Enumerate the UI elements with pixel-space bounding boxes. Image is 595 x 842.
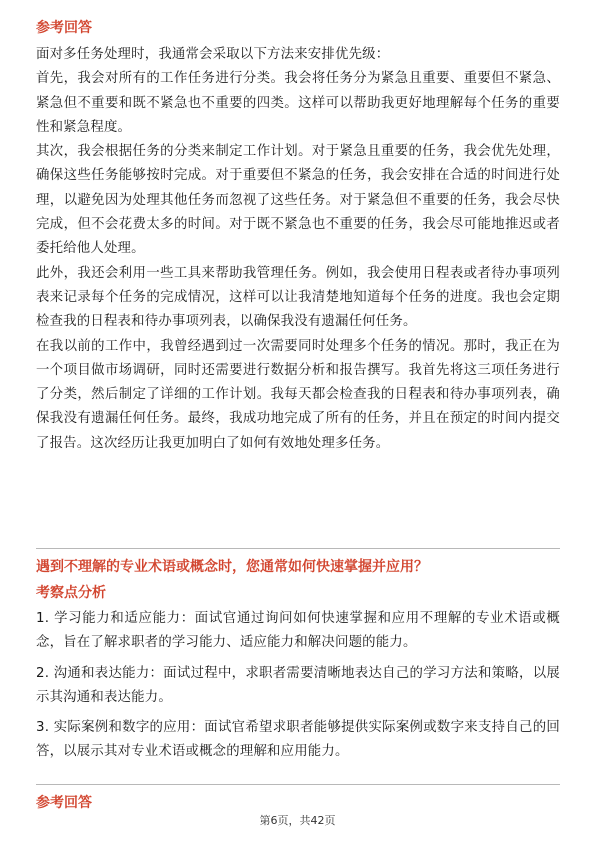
answer-intro: 面对多任务处理时，我通常会采取以下方法来安排优先级： [36,47,390,62]
analysis-point: 3. 实际案例和数字的应用：面试官希望求职者能够提供实际案例或数字来支持自己的回答，以展示其对专业术语或概念的理解和应用能力。 [36,720,560,760]
analysis-point: 2. 沟通和表达能力：面试过程中，求职者需要清晰地表达自己的学习方法和策略，以展示其沟通和表达能力。 [36,665,560,705]
reference-answer-heading: 参考回答 [36,20,92,36]
answer-paragraph: 首先，我会对所有的工作任务进行分类。我会将任务分为紧急且重要、重要但不紧急、紧急但不重要和既不紧急也不重要的四类。这样可以帮助我更好地理解每个任务的重要性和紧急程度。 [36,71,560,135]
analysis-heading: 考察点分析 [36,585,106,601]
answer-paragraph: 其次，我会根据任务的分类来制定工作计划。对于紧急且重要的任务，我会优先处理，确保这些任务能够按时完成。对于重要但不紧急的任务，我会安排在合适的时间进行处理，以避免因为处理其他任务而忽视了这些任务。对于紧急但不重要的任务，我会尽快完成，但不会花费太多的时间。对于既不紧急也不重要的任务，我会尽可能地推迟或者委托给他人处理。 [36,144,560,257]
question-heading: 遇到不理解的专业术语或概念时，您通常如何快速掌握并应用？ [36,559,428,575]
reference-answer-heading: 参考回答 [36,795,92,811]
analysis-point: 1. 学习能力和适应能力：面试官通过询问如何快速掌握和应用不理解的专业术语或概念，旨在了解求职者的学习能力、适应能力和解决问题的能力。 [36,611,560,651]
answer-paragraph: 此外，我还会利用一些工具来帮助我管理任务。例如，我会使用日程表或者待办事项列表来记录每个任务的完成情况，这样可以让我清楚地知道每个任务的进度。我也会定期检查我的日程表和待办事项列表，以确保我没有遗漏任何任务。 [36,265,560,330]
page-number: 第6页，共42页 [259,814,336,827]
answer-paragraph: 在我以前的工作中，我曾经遇到过一次需要同时处理多个任务的情况。那时，我正在为一个项目做市场调研，同时还需要进行数据分析和报告撰写。我首先将这三项任务进行了分类，然后制定了详细的工作计划。我每天都会检查我的日程表和待办事项列表，确保我没有遗漏任何任务。最终，我成功地完成了所有的任务，并且在预定的时间内提交了报告。这次经历让我更加明白了如何有效地处理多任务。 [36,338,560,451]
section-divider [36,548,560,549]
question-section [36,557,560,765]
section-divider [36,784,560,785]
page-content [36,18,560,456]
